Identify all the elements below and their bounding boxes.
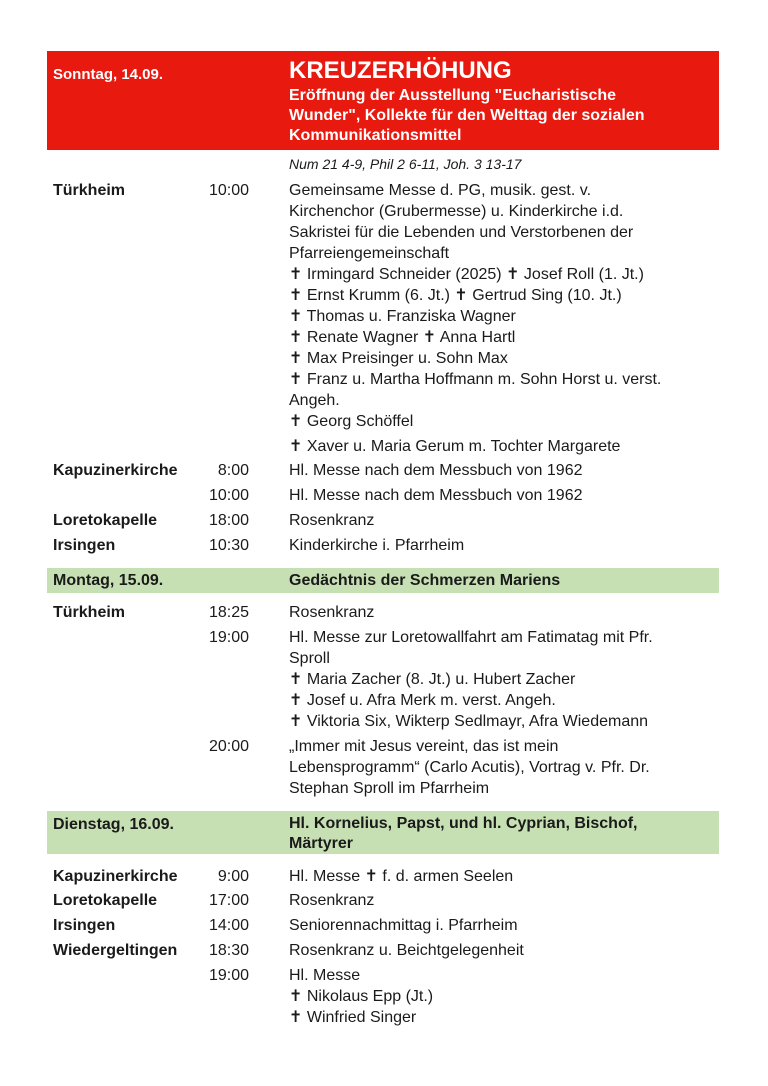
service-description: Hl. Messe nach dem Messbuch von 1962 <box>289 487 583 504</box>
feast-subtitle-line: Kommunikationsmittel <box>289 127 462 144</box>
service-description: Rosenkranz <box>289 512 375 529</box>
description-line: ✝ Xaver u. Maria Gerum m. Tochter Margarete <box>289 438 621 455</box>
description-line: ✝ Ernst Krumm (6. Jt.) ✝ Gertrud Sing (10. Jt.) <box>289 287 622 304</box>
description-line: ✝ Renate Wagner ✝ Anna Hartl <box>289 329 516 346</box>
service-time: 19:00 <box>208 629 249 646</box>
day-date: Dienstag, 16.09. <box>53 816 174 833</box>
description-line: Lebensprogramm“ (Carlo Acutis), Vortrag v. Pfr. Dr. <box>289 759 650 776</box>
service-time: 10:30 <box>208 537 249 554</box>
description-line: Gemeinsame Messe d. PG, musik. gest. v. <box>289 182 592 199</box>
description-line: Pfarreiengemeinschaft <box>289 245 450 262</box>
service-description: Kinderkirche i. Pfarrheim <box>289 537 465 554</box>
day-date: Sonntag, 14.09. <box>53 66 164 83</box>
description-line: ✝ Max Preisinger u. Sohn Max <box>289 350 508 367</box>
service-description <box>289 965 433 1028</box>
description-line: Stephan Sproll im Pfarrheim <box>289 780 490 797</box>
feast-title: Gedächtnis der Schmerzen Mariens <box>289 572 561 589</box>
description-line: ✝ Winfried Singer <box>289 1009 417 1026</box>
service-description: Hl. Messe ✝ f. d. armen Seelen <box>289 868 514 885</box>
description-line: ✝ Josef u. Afra Merk m. verst. Angeh. <box>289 692 556 709</box>
day-header-sunday <box>47 51 719 150</box>
description-line: Sproll <box>289 650 330 667</box>
description-line: ✝ Thomas u. Franziska Wagner <box>289 308 516 325</box>
description-line: ✝ Georg Schöffel <box>289 413 414 430</box>
description-line: Angeh. <box>289 392 340 409</box>
feast-subtitle-line: Eröffnung der Ausstellung "Eucharistische <box>289 87 617 104</box>
description-line: ✝ Nikolaus Epp (Jt.) <box>289 988 434 1005</box>
service-time: 17:00 <box>208 892 249 909</box>
description-line: ✝ Irmingard Schneider (2025) ✝ Josef Roll (1. Jt.) <box>289 266 644 283</box>
description-line: Kirchenchor (Grubermesse) u. Kinderkirche i.d. <box>289 203 624 220</box>
scripture-readings: Num 21 4-9, Phil 2 6-11, Joh. 3 13-17 <box>289 156 522 172</box>
service-time: 18:30 <box>208 942 249 959</box>
service-description: Rosenkranz u. Beichtgelegenheit <box>289 942 524 959</box>
day-header-monday <box>47 568 719 593</box>
feast-subtitle-line: Wunder", Kollekte für den Welttag der sozialen <box>289 107 645 124</box>
service-description: Rosenkranz <box>289 604 375 621</box>
service-description: Seniorennachmittag i. Pfarrheim <box>289 917 518 934</box>
location-name: Loretokapelle <box>53 512 158 529</box>
description-line: ✝ Viktoria Six, Wikterp Sedlmayr, Afra Wiedemann <box>289 713 649 730</box>
service-description <box>289 627 653 732</box>
day-date: Montag, 15.09. <box>53 572 164 589</box>
description-line: „Immer mit Jesus vereint, das ist mein <box>289 738 559 755</box>
location-name: Kapuzinerkirche <box>53 868 178 885</box>
feast-title-line: Märtyrer <box>289 835 354 852</box>
feast-subtitle <box>289 86 645 146</box>
feast-title-line: Hl. Kornelius, Papst, und hl. Cyprian, Bischof, <box>289 815 638 832</box>
location-name: Irsingen <box>53 537 116 554</box>
day-header-tuesday <box>47 811 719 854</box>
description-line: Hl. Messe zur Loretowallfahrt am Fatimatag mit Pfr. <box>289 629 653 646</box>
service-time: 14:00 <box>208 917 249 934</box>
feast-title: KREUZERHÖHUNG <box>289 57 512 84</box>
description-line: Hl. Messe <box>289 967 361 984</box>
location-name: Wiedergeltingen <box>53 942 178 959</box>
service-time: 19:00 <box>208 967 249 984</box>
service-description: Rosenkranz <box>289 892 375 909</box>
location-name: Kapuzinerkirche <box>53 462 178 479</box>
description-line: Sakristei für die Lebenden und Verstorbenen der <box>289 224 634 241</box>
service-time: 10:00 <box>208 487 249 504</box>
service-time: 18:25 <box>208 604 249 621</box>
service-description <box>289 736 650 799</box>
description-line: ✝ Franz u. Martha Hoffmann m. Sohn Horst u. verst. <box>289 371 662 388</box>
service-description <box>289 180 661 457</box>
location-name: Irsingen <box>53 917 116 934</box>
location-name: Türkheim <box>53 604 126 621</box>
feast-title <box>289 814 637 854</box>
location-name: Türkheim <box>53 182 126 199</box>
service-time: 8:00 <box>217 462 249 479</box>
service-time: 20:00 <box>208 738 249 755</box>
service-time: 10:00 <box>208 182 249 199</box>
service-description: Hl. Messe nach dem Messbuch von 1962 <box>289 462 583 479</box>
description-line: ✝ Maria Zacher (8. Jt.) u. Hubert Zacher <box>289 671 576 688</box>
location-name: Loretokapelle <box>53 892 158 909</box>
service-time: 9:00 <box>217 868 249 885</box>
service-time: 18:00 <box>208 512 249 529</box>
